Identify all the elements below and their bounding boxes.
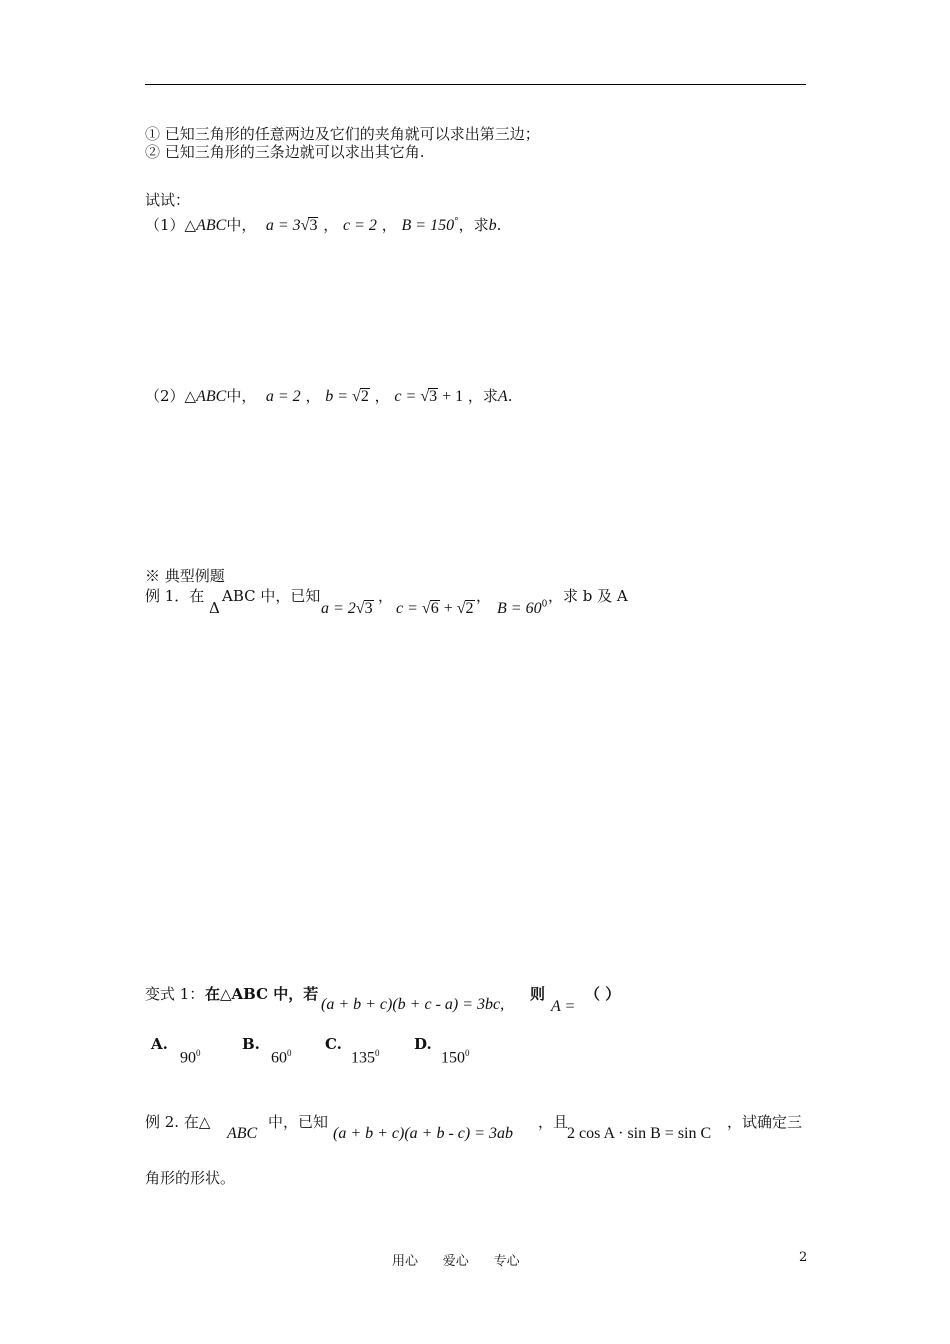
q1-end: . bbox=[496, 216, 502, 234]
option-b-letter: B. bbox=[242, 1035, 260, 1053]
q1-a-expr: a = 3 bbox=[265, 217, 301, 234]
ex1-B: B = 60 bbox=[497, 600, 542, 617]
ex1-sep2: ， bbox=[476, 587, 492, 605]
ex1-a-lhs: a = 2 bbox=[321, 600, 356, 617]
q2-sep2: ， bbox=[374, 387, 390, 405]
q1-in-text: 中， bbox=[226, 216, 257, 234]
q2-end: . bbox=[507, 387, 513, 405]
try-question-2: （2）△ABC中， a = 2 ， b = √2 ， c = √3 + 1 ，求A. bbox=[145, 387, 513, 405]
example-1-c-expr: c = √6 + √2 bbox=[396, 600, 474, 617]
variant-1-equation: (a + b + c)(b + c - a) = 3bc, bbox=[321, 996, 505, 1013]
option-c-value: $135^0$ bbox=[351, 1048, 380, 1067]
q1-tail: ，求 bbox=[458, 216, 489, 234]
intro-line-1: ① 已知三角形的任意两边及它们的夹角就可以求出第三边； bbox=[145, 125, 540, 143]
example-1-text: ABC 中，已知 bbox=[222, 587, 321, 605]
q1-target: b bbox=[488, 217, 497, 234]
variant-1-lhs: A = bbox=[551, 998, 576, 1015]
q2-in-text: 中， bbox=[226, 387, 257, 405]
q2-c-rest: + 1 bbox=[438, 388, 464, 405]
q1-c-expr: c = 2 bbox=[343, 217, 377, 234]
q1-sep2: ， bbox=[381, 216, 397, 234]
q1-a-radicand: 3 bbox=[309, 217, 318, 234]
option-d-value: $150^0$ bbox=[441, 1048, 470, 1067]
q2-triangle-name: ABC bbox=[196, 388, 227, 405]
example-2-mid: 中，已知 bbox=[268, 1113, 329, 1131]
intro-line-2: ② 已知三角形的三条边就可以求出其它角. bbox=[145, 143, 425, 161]
q1-sep1: ， bbox=[323, 216, 339, 234]
example-2-tail: ，试确定三 bbox=[727, 1113, 803, 1131]
option-c-letter: C. bbox=[325, 1035, 342, 1053]
ex1-sep1: ， bbox=[378, 587, 394, 605]
option-a-value: $90^0$ bbox=[180, 1048, 201, 1067]
example-2-condition: 2 cos A · sin B = sin C bbox=[567, 1125, 712, 1142]
q1-degree: ° bbox=[454, 217, 459, 227]
q1-b-expr: B = 150 bbox=[401, 217, 455, 234]
q2-target: A bbox=[497, 388, 508, 405]
ex1-c-plus: + bbox=[439, 600, 457, 617]
try-question-1: （1）△ABC中， a = 3√3 ， c = 2 ， B = 150°，求b. bbox=[145, 216, 502, 234]
footer-motto: 用心 爱心 专心 bbox=[392, 1254, 520, 1269]
header-rule bbox=[145, 84, 806, 85]
q1-triangle-name: ABC bbox=[196, 217, 227, 234]
option-a-letter: A. bbox=[151, 1035, 168, 1053]
q2-a-expr: a = 2 bbox=[265, 388, 301, 405]
example-1-tail: ，求 b 及 A bbox=[548, 587, 628, 605]
triangle-symbol: △ bbox=[184, 216, 197, 234]
page-number: 2 bbox=[799, 1250, 808, 1265]
q2-c-radicand: 3 bbox=[429, 388, 438, 405]
example-2-sep: ，且 bbox=[538, 1113, 569, 1131]
ex1-B-sup: 0 bbox=[541, 599, 548, 610]
variant-1-then: 则 bbox=[530, 985, 546, 1003]
q2-prefix: （2） bbox=[145, 387, 185, 405]
q1-prefix: （1） bbox=[145, 216, 185, 234]
option-b-value: $60^0$ bbox=[271, 1048, 292, 1067]
example-2-triangle-name: ABC bbox=[227, 1125, 258, 1142]
q2-b-radicand: 2 bbox=[360, 388, 369, 405]
example-1-B-expr bbox=[497, 598, 547, 618]
example-2-equation: (a + b + c)(a + b - c) = 3ab bbox=[333, 1125, 514, 1142]
examples-heading: ※ 典型例题 bbox=[145, 567, 225, 585]
option-d-letter: D. bbox=[414, 1035, 432, 1053]
ex1-c-rad1: 6 bbox=[430, 600, 439, 617]
example-2-label: 例 2. 在△ bbox=[145, 1113, 211, 1131]
example-2-line-2: 角形的形状。 bbox=[145, 1169, 236, 1187]
example-1-label: 例 1．在 bbox=[145, 587, 205, 605]
delta-symbol: Δ bbox=[209, 599, 220, 617]
q2-b-lhs: b = bbox=[325, 388, 353, 405]
variant-1-statement: 在△ABC 中，若 bbox=[205, 985, 319, 1003]
q2-sep1: ， bbox=[305, 387, 321, 405]
example-1-math: a = 2√3 bbox=[321, 600, 373, 617]
variant-1-blank: （ ） bbox=[585, 985, 621, 1003]
ex1-c-lhs: c = bbox=[396, 600, 422, 617]
q2-c-lhs: c = bbox=[394, 388, 421, 405]
variant-1-label: 变式 1： bbox=[145, 985, 205, 1003]
ex1-c-rad2: 2 bbox=[465, 600, 474, 617]
triangle-symbol: △ bbox=[184, 387, 197, 405]
ex1-a-radicand: 3 bbox=[364, 600, 373, 617]
try-heading: 试试： bbox=[145, 191, 191, 209]
q2-tail: ，求 bbox=[467, 387, 498, 405]
